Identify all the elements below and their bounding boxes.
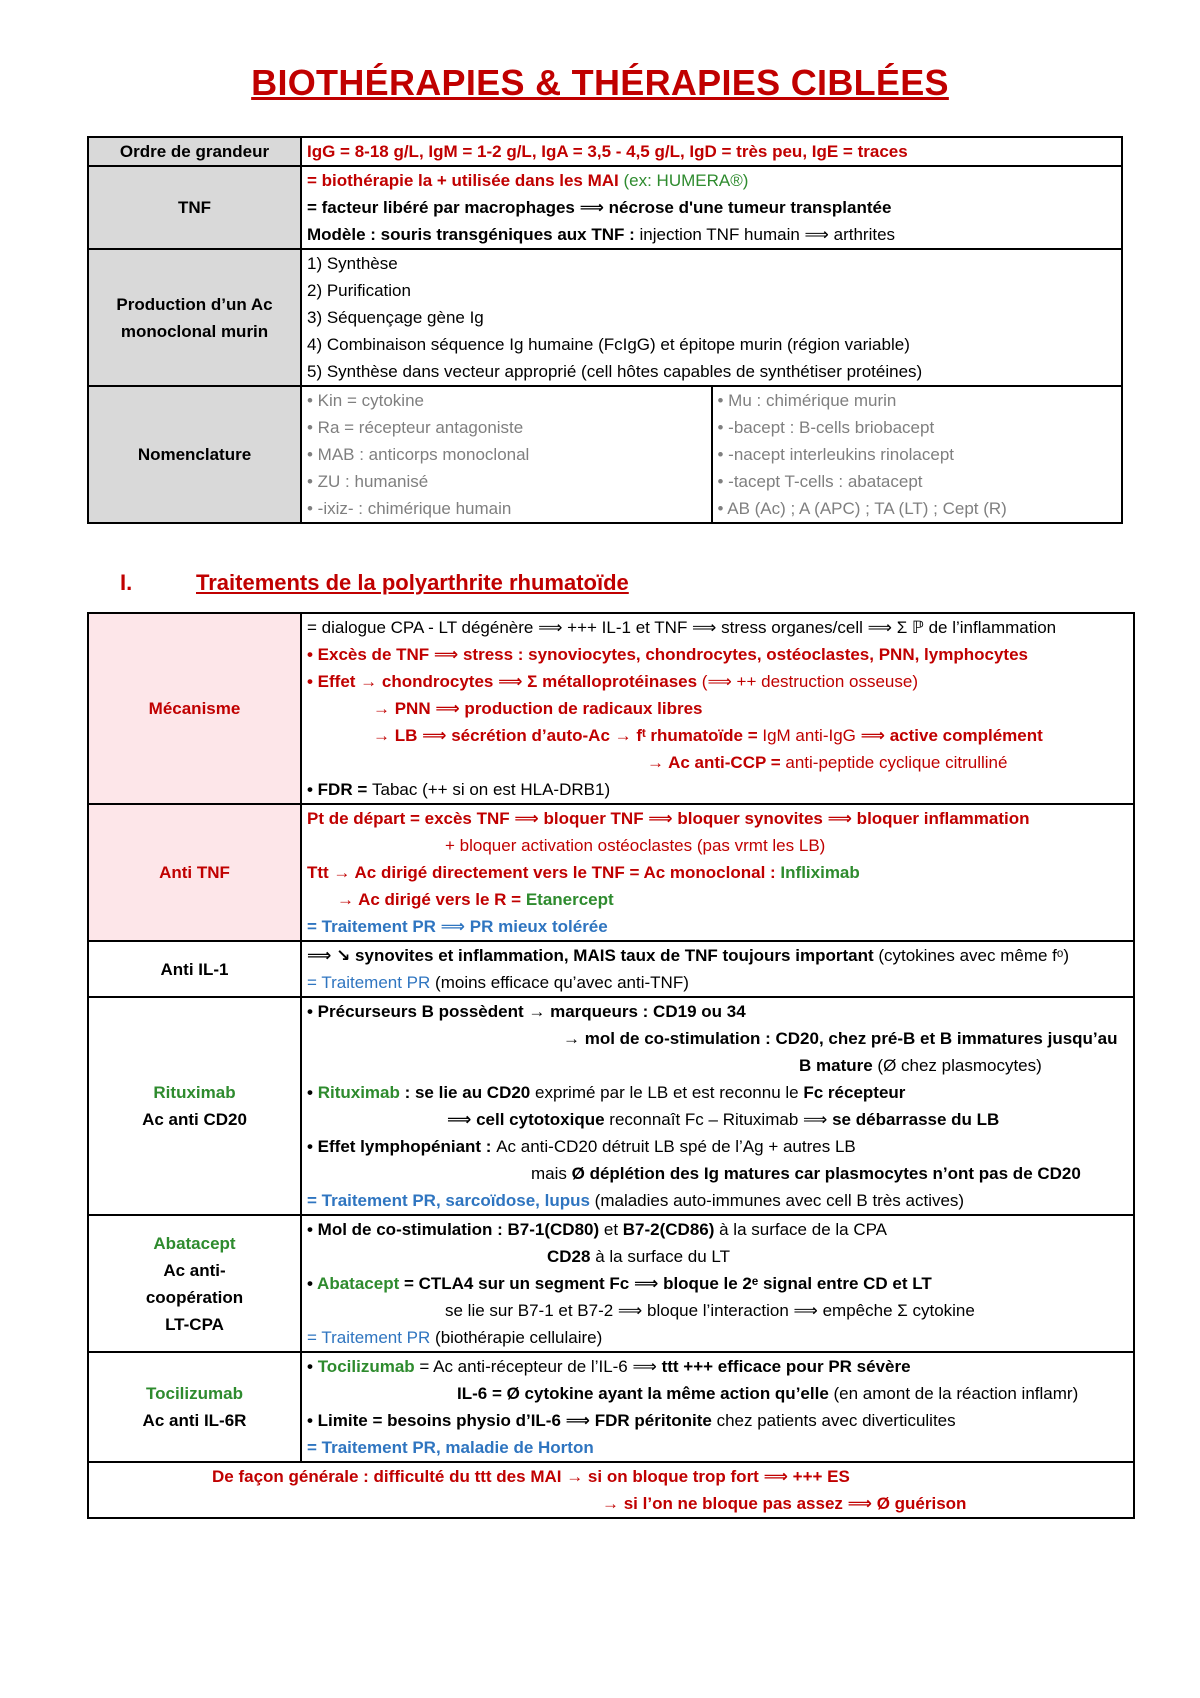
nomenclature-item: • MAB : anticorps monoclonal bbox=[307, 445, 530, 464]
rituximab-line: mais bbox=[531, 1164, 572, 1183]
row-label-tnf: TNF bbox=[88, 166, 301, 249]
antiil1-line: (cytokines avec même fᵒ) bbox=[873, 946, 1069, 965]
nomenclature-item: • ZU : humanisé bbox=[307, 472, 429, 491]
production-step: 1) Synthèse bbox=[307, 254, 398, 273]
abatacept-line: Abatacept bbox=[317, 1274, 400, 1293]
tnf-line-3a: Modèle : souris transgéniques aux TNF : bbox=[307, 225, 640, 244]
rituximab-line: se débarrasse du LB bbox=[832, 1110, 1000, 1129]
row-label-antitnf: Anti TNF bbox=[88, 804, 301, 941]
rituximab-line: (Ø chez plasmocytes) bbox=[872, 1056, 1042, 1075]
abatacept-label: Abatacept bbox=[153, 1233, 236, 1253]
rituximab-line: = Traitement PR, sarcoïdose, lupus bbox=[307, 1191, 590, 1210]
table-row bbox=[88, 1462, 1134, 1518]
antitnf-line: Ttt → Ac dirigé directement vers le TNF = Ac monoclonal : bbox=[307, 863, 781, 882]
antitnf-line: = Traitement PR ⟹ PR mieux tolérée bbox=[307, 917, 608, 936]
abatacept-sublabel: LT-CPA bbox=[165, 1314, 224, 1334]
rituximab-line: : se lie au CD20 bbox=[399, 1083, 531, 1102]
tocilizumab-line: Tocilizumab bbox=[317, 1357, 415, 1376]
abatacept-sublabel: Ac anti- bbox=[163, 1260, 226, 1280]
table-row bbox=[88, 249, 1122, 386]
abatacept-line: et bbox=[599, 1220, 623, 1239]
section-title: Traitements de la polyarthrite rhumatoïde bbox=[196, 570, 629, 595]
row-label-antiil1: Anti IL-1 bbox=[88, 941, 301, 997]
tocilizumab-label: Tocilizumab bbox=[146, 1384, 243, 1403]
antiil1-line: = Traitement PR bbox=[307, 973, 431, 992]
general-line: → si l’on ne bloque pas assez ⟹ Ø guérison bbox=[602, 1494, 967, 1513]
rituximab-line: • bbox=[307, 1083, 318, 1102]
nomenclature-left bbox=[302, 387, 712, 522]
mecanisme-line: ⟹ active complément bbox=[855, 726, 1043, 745]
nomenclature-subtable bbox=[302, 387, 1121, 522]
mecanisme-line: → Ac anti-CCP = bbox=[647, 753, 786, 772]
production-step: 3) Séquençage gène Ig bbox=[307, 308, 484, 327]
tocilizumab-line: • Limite = besoins physio d’IL-6 ⟹ FDR péritonite bbox=[307, 1411, 712, 1430]
antitnf-line: Etanercept bbox=[525, 890, 614, 909]
tocilizumab-line: (en amont de la réaction inflamr) bbox=[828, 1384, 1079, 1403]
tocilizumab-line: ttt +++ efficace pour PR sévère bbox=[661, 1357, 911, 1376]
abatacept-line: = Traitement PR bbox=[307, 1328, 431, 1347]
mecanisme-line: (⟹ ++ destruction osseuse) bbox=[701, 672, 918, 691]
row-label-production bbox=[88, 249, 301, 386]
rituximab-line: reconnaît Fc – Rituximab ⟹ bbox=[604, 1110, 833, 1129]
rituximab-line: ⟹ cell cytotoxique bbox=[447, 1110, 605, 1129]
tocilizumab-line: = Ac anti-récepteur de l’IL-6 ⟹ bbox=[414, 1357, 662, 1376]
production-step: 5) Synthèse dans vecteur approprié (cell hôtes capables de synthétiser protéines) bbox=[307, 362, 923, 381]
rituximab-line: B mature bbox=[799, 1056, 873, 1075]
table-row bbox=[88, 166, 1122, 249]
nomenclature-item: • AB (Ac) ; A (APC) ; TA (LT) ; Cept (R) bbox=[717, 499, 1007, 518]
mecanisme-line: Tabac (++ si on est HLA-DRB1) bbox=[372, 780, 611, 799]
rituximab-line: exprimé par le LB et est reconnu le bbox=[530, 1083, 804, 1102]
abatacept-line: • Mol de co-stimulation : B7-1(CD80) bbox=[307, 1220, 600, 1239]
production-step: 2) Purification bbox=[307, 281, 411, 300]
mecanisme-line: • FDR = bbox=[307, 780, 372, 799]
row-label-mecanisme: Mécanisme bbox=[88, 613, 301, 804]
nomenclature-right bbox=[712, 387, 1122, 522]
page-title: BIOTHÉRAPIES & THÉRAPIES CIBLÉES bbox=[251, 62, 949, 103]
rituximab-cell bbox=[301, 997, 1134, 1215]
tnf-line-1b: (ex: HUMERA®) bbox=[623, 171, 749, 190]
row-label-ordre: Ordre de grandeur bbox=[88, 137, 301, 166]
table-row bbox=[88, 137, 1122, 166]
abatacept-line: CD28 bbox=[547, 1247, 591, 1266]
rituximab-line: • Précurseurs B possèdent → marqueurs : CD19 ou 34 bbox=[307, 1002, 746, 1021]
nomenclature-item: • -nacept interleukins rinolacept bbox=[717, 445, 955, 464]
mecanisme-line: • Effet → chondrocytes ⟹ Σ métalloprotéinases bbox=[307, 672, 702, 691]
tnf-line-2: = facteur libéré par macrophages ⟹ nécrose d'une tumeur transplantée bbox=[307, 198, 892, 217]
nomenclature-item: • -bacept : B-cells briobacept bbox=[717, 418, 935, 437]
row-label-abatacept bbox=[88, 1215, 301, 1352]
row-label-nomenclature: Nomenclature bbox=[88, 386, 301, 523]
section-heading bbox=[120, 570, 629, 596]
mecanisme-line: • Excès de TNF ⟹ stress : synoviocytes, chondrocytes, ostéoclastes, PNN, lymphocytes bbox=[307, 645, 1028, 664]
table-row bbox=[88, 386, 1122, 523]
table-row bbox=[88, 613, 1134, 804]
mecanisme-line: anti-peptide cyclique citrulliné bbox=[785, 753, 1008, 772]
mecanisme-line: → PNN ⟹ production de radicaux libres bbox=[373, 699, 703, 718]
antitnf-line: Pt de départ = excès TNF ⟹ bloquer TNF ⟹ bloquer synovites ⟹ bloquer inflammation bbox=[307, 809, 1030, 828]
table-row bbox=[88, 804, 1134, 941]
mecanisme-line: → LB ⟹ sécrétion d’auto-Ac → fᵗ rhumatoïde = bbox=[373, 726, 763, 745]
tocilizumab-line: IL-6 = Ø cytokine ayant la même action qu’elle bbox=[457, 1384, 829, 1403]
tnf-cell bbox=[301, 166, 1122, 249]
table-row bbox=[88, 1215, 1134, 1352]
abatacept-line: • bbox=[307, 1274, 318, 1293]
mecanisme-cell bbox=[301, 613, 1134, 804]
production-label-1: Production d’un Ac bbox=[116, 294, 273, 314]
row-label-tocilizumab bbox=[88, 1352, 301, 1462]
nomenclature-item: • Kin = cytokine bbox=[307, 391, 424, 410]
abatacept-line: à la surface du LT bbox=[590, 1247, 731, 1266]
rituximab-line: Fc récepteur bbox=[803, 1083, 906, 1102]
antiil1-line: ⟹ ↘ synovites et inflammation, bbox=[307, 946, 574, 965]
rituximab-line: Rituximab bbox=[317, 1083, 400, 1102]
tnf-line-1a: = biothérapie la + utilisée dans les MAI bbox=[307, 171, 624, 190]
abatacept-cell bbox=[301, 1215, 1134, 1352]
tocilizumab-line: • bbox=[307, 1357, 318, 1376]
table-row bbox=[88, 1352, 1134, 1462]
antitnf-line: + bloquer activation ostéoclastes (pas vrmt les LB) bbox=[445, 836, 826, 855]
general-line: De façon générale : difficulté du ttt des MAI → si on bloque trop fort ⟹ +++ ES bbox=[212, 1467, 850, 1486]
table-row bbox=[88, 997, 1134, 1215]
antiil1-line: MAIS taux de TNF toujours important bbox=[573, 946, 874, 965]
antitnf-line: → Ac dirigé vers le R = bbox=[337, 890, 526, 909]
rituximab-line: • Effet lymphopéniant : bbox=[307, 1137, 497, 1156]
antiil1-cell bbox=[301, 941, 1134, 997]
tocilizumab-sublabel: Ac anti IL-6R bbox=[142, 1411, 247, 1430]
table-row bbox=[88, 941, 1134, 997]
rituximab-line: Ø déplétion des Ig matures car plasmocytes n’ont pas de CD20 bbox=[571, 1164, 1081, 1183]
nomenclature-item: • -tacept T-cells : abatacept bbox=[717, 472, 923, 491]
production-cell bbox=[301, 249, 1122, 386]
abatacept-line: à la surface de la CPA bbox=[714, 1220, 888, 1239]
nomenclature-item: • Ra = récepteur antagoniste bbox=[307, 418, 524, 437]
rituximab-line: Ac anti-CD20 détruit LB spé de l’Ag + autres LB bbox=[496, 1137, 856, 1156]
nomenclature-item: • -ixiz- : chimérique humain bbox=[307, 499, 512, 518]
general-cell bbox=[88, 1462, 1134, 1518]
abatacept-sublabel: coopération bbox=[145, 1287, 244, 1307]
antitnf-line: Infliximab bbox=[780, 863, 860, 882]
rituximab-line: → mol de co-stimulation : CD20, chez pré-B et B immatures jusqu’au bbox=[563, 1029, 1118, 1048]
rituximab-sublabel: Ac anti CD20 bbox=[142, 1110, 247, 1129]
production-step: 4) Combinaison séquence Ig humaine (FcIgG) et épitope murin (région variable) bbox=[307, 335, 910, 354]
tocilizumab-line: = Traitement PR, maladie de Horton bbox=[307, 1438, 594, 1457]
abatacept-line: B7-2(CD86) bbox=[622, 1220, 715, 1239]
row-label-rituximab bbox=[88, 997, 301, 1215]
abatacept-line: se lie sur B7-1 et B7-2 ⟹ bloque l’interaction ⟹ empêche Σ cytokine bbox=[445, 1301, 975, 1320]
abatacept-line: (biothérapie cellulaire) bbox=[430, 1328, 603, 1347]
antiil1-line: (moins efficace qu’avec anti-TNF) bbox=[430, 973, 689, 992]
ordre-text: IgG = 8-18 g/L, IgM = 1-2 g/L, IgA = 3,5 - 4,5 g/L, IgD = très peu, IgE = traces bbox=[301, 137, 1122, 166]
tnf-line-3b: injection TNF humain ⟹ arthrites bbox=[639, 225, 896, 244]
mecanisme-line: IgM anti-IgG bbox=[762, 726, 856, 745]
section-number: I. bbox=[120, 570, 133, 595]
mecanisme-line: = dialogue CPA - LT dégénère ⟹ +++ IL-1 et TNF ⟹ stress organes/cell ⟹ Σ ℙ de l’inflammation bbox=[307, 618, 1057, 637]
rituximab-line: (maladies auto-immunes avec cell B très actives) bbox=[589, 1191, 965, 1210]
nomenclature-cell bbox=[301, 386, 1122, 523]
tocilizumab-cell bbox=[301, 1352, 1134, 1462]
tocilizumab-line: chez patients avec diverticulites bbox=[711, 1411, 956, 1430]
treatments-table bbox=[87, 612, 1135, 1519]
nomenclature-item: • Mu : chimérique murin bbox=[717, 391, 897, 410]
rituximab-label: Rituximab bbox=[153, 1083, 236, 1102]
abatacept-line: = CTLA4 sur un segment Fc ⟹ bloque le 2ᵉ signal entre CD et LT bbox=[399, 1274, 932, 1293]
production-label-2: monoclonal murin bbox=[120, 321, 269, 341]
summary-table bbox=[87, 136, 1123, 524]
antitnf-cell bbox=[301, 804, 1134, 941]
